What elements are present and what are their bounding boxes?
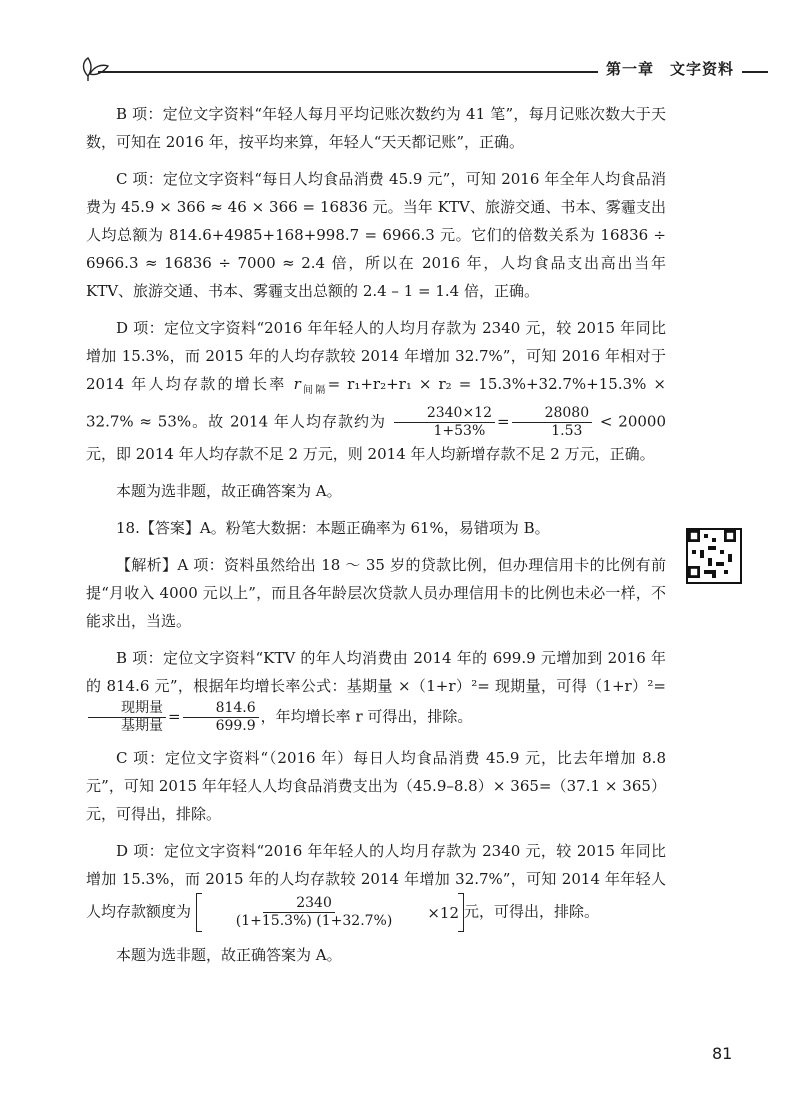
fraction-numerator: 28080 [512,405,593,423]
text-segment: < 20000 元，即 2014 年人均存款不足 2 万元，则 2014 年人均新增存款不足 2 万元，正确。 [86,412,666,463]
fraction-denominator: 1.53 [551,423,583,439]
paragraph-analysis-c: C 项：定位文字资料“（2016 年）每日人均食品消费 45.9 元，比去年增加 8.8 元”，可知 2015 年年轻人人均食品消费支出为（45.9–8.8）× 365=（37.1 × 365）元，可得出，排除。 [86,749,666,823]
text-segment: = r₁+r₂+r₁ × r₂ = 15.3%+32.7%+15.3% × 32.7% ≈ 53%。故 2014 年人均存款约为 [86,375,667,431]
text-segment: ，年均增长率 r 可得出，排除。 [260,707,473,726]
paragraph-answer-18: 18.【答案】A。粉笔大数据：本题正确率为 61%，易错项为 B。 [116,519,550,537]
fraction [394,405,495,440]
fraction [512,405,593,440]
paragraph-analysis-b [86,644,666,735]
multiplier: ×12 [427,903,459,922]
fraction-denominator: (1+15.3%) (1+32.7%) [235,913,393,929]
paragraph-c-item: C 项：定位文字资料“每日人均食品消费 45.9 元”，可知 2016 年全年人均食品消费为 45.9 × 366 ≈ 46 × 366 = 16836 元。当年 KTV、旅游交通、书本、雾霾支出人均总额为 814.6+4985+168+998.7 = 6966.3 元。它们的倍数关系为 16836 ÷ 6966.3 ≈ 16836 ÷ 7000 ≈ 2.4 倍，所以在 2016 年，人均食品支出高出当年 KTV、旅游交通、书本、雾霾支出总额的 2.4 – 1 = 1.4 倍，正确。 [86,170,666,300]
fraction-numerator: 814.6 [183,700,259,718]
paragraph-conclusion: 本题为选非题，故正确答案为 A。 [116,482,342,500]
text-segment: B 项：定位文字资料“KTV 的年人均消费由 2014 年的 699.9 元增加到 2016 年的 814.6 元”，根据年均增长率公式：基期量 ×（1+r）²= 现期量，可得（1+r）²= [86,649,666,695]
fraction-numerator: 2340×12 [394,405,495,423]
subscript: 间隔 [300,385,328,396]
page-header [78,52,768,84]
text-segment: D 项：定位文字资料“2016 年年轻人的人均月存款为 2340 元，较 2015 年同比增加 15.3%，而 2015 年的人均存款较 2014 年增加 32.7%”，可知 2016 年相对于 2014 年人均存款的增长率 [86,319,666,393]
equals-sign: = [168,707,181,726]
paragraph-d-item [86,314,666,468]
fraction-denominator: 699.9 [215,718,256,734]
fraction-numerator: 现期量 [88,700,166,718]
square-bracket-expression [196,893,464,932]
fraction-denominator: 1+53% [433,423,486,439]
fraction [203,895,396,930]
qr-code-icon [686,528,742,584]
page-number: 81 [712,1044,733,1063]
variable-r: r [293,375,301,393]
text-segment: 元，可得出，排除。 [463,902,599,921]
chapter-title: 第一章 文字资料 [598,58,742,79]
paragraph-analysis-d [86,837,666,932]
paragraph-final-answer: 本题为选非题，故正确答案为 A。 [116,946,342,964]
fraction [183,700,259,735]
fraction-denominator: 基期量 [121,718,163,734]
paragraph-analysis-a: 【解析】A 项：资料虽然给出 18 ～ 35 岁的贷款比例，但办理信用卡的比例有前提“月收入 4000 元以上”，而且各年龄层次贷款人员办理信用卡的比例也未必一样，不能求出，当选。 [86,556,666,630]
fraction-numerator: 2340 [263,895,335,913]
leaf-icon [78,52,112,82]
page-body [86,100,666,978]
paragraph-b-item: B 项：定位文字资料“年轻人每月平均记账次数约为 41 笔”，每月记账次数大于天数，可知在 2016 年，按平均来算，年轻人“天天都记账”，正确。 [86,105,666,151]
text-segment: D 项：定位文字资料“2016 年年轻人的人均月存款为 2340 元，较 2015 年同比增加 15.3%，而 2015 年的人均存款较 2014 年增加 32.7%”，可知 2014 年年轻人人均存款额度为 [86,842,666,921]
fraction [88,700,166,735]
equals-sign: = [497,412,510,431]
